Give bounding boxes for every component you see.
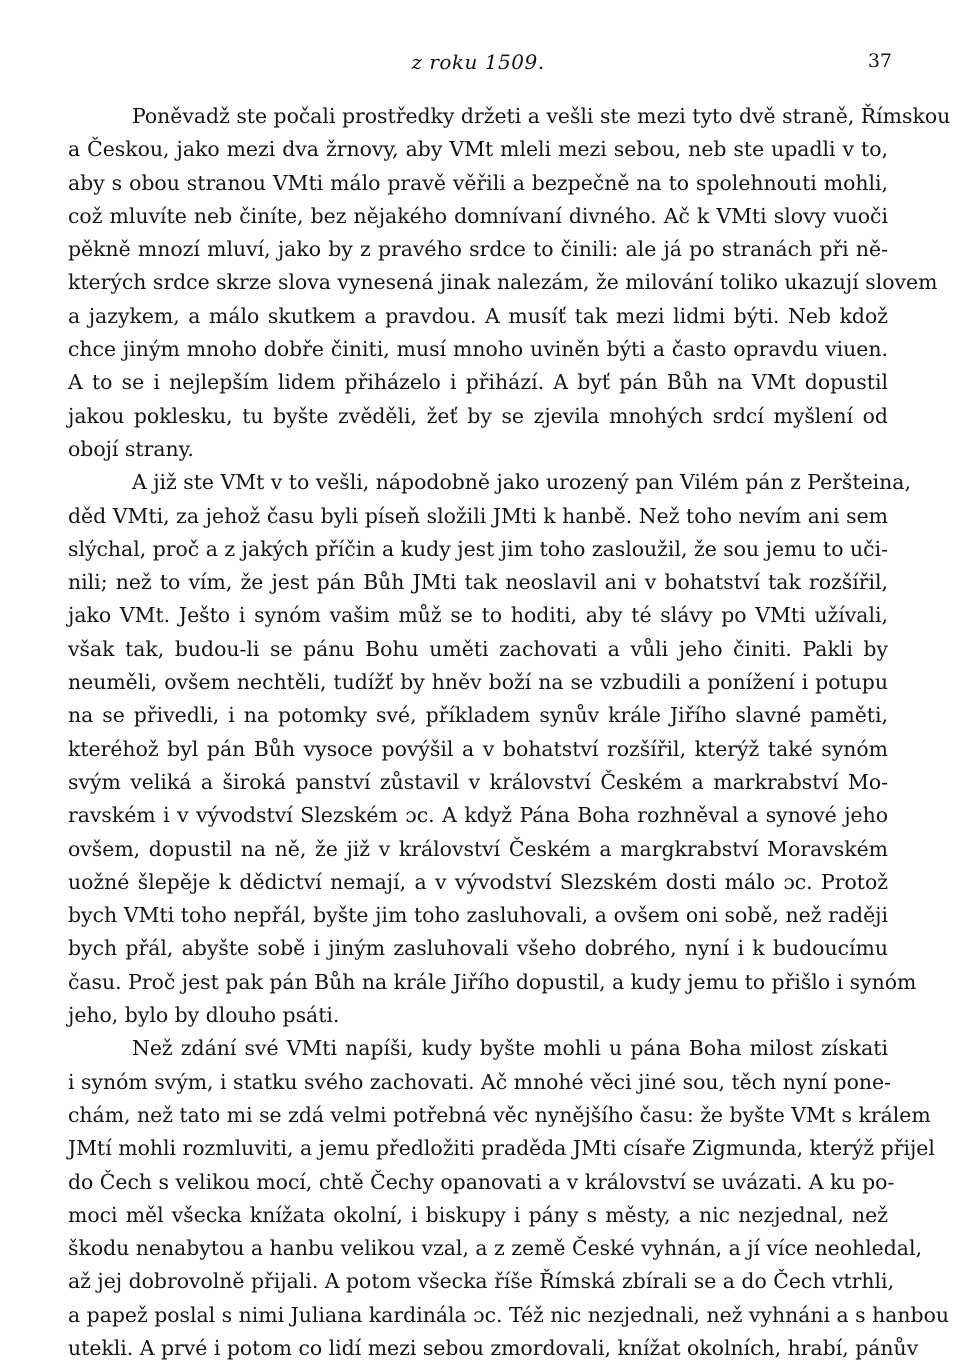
text-line: moci měl všecka knížata okolní, i biskupy i pány s městy, a nic nezjednal, než — [68, 1202, 888, 1227]
text-line: děd VMti, za jehož času byli píseň složili JMti k hanbě. Než toho nevím ani sem — [68, 503, 888, 528]
text-line: A již ste VMt v to vešli, nápodobně jako urozený pan Vilém pán z Peršteina, — [132, 470, 911, 495]
text-line: až jej dobrovolně přijali. A potom všecka říše Římská zbírali se a do Čech vtrhli, — [68, 1269, 895, 1294]
text-line: svým veliká a široká panství zůstavil v království Českém a markrabství Mo- — [68, 769, 888, 794]
text-line: a papež poslal s nimi Juliana kardinála ɔc. Též nic nezjednali, než vyhnáni a s hanbou — [68, 1302, 949, 1327]
paragraph — [68, 100, 951, 466]
text-line: času. Proč jest pak pán Bůh na krále Jiřího dopustil, a kudy jemu to přišlo i synóm — [68, 969, 917, 994]
text-line: Než zdání své VMti napíši, kudy byšte mohli u pána Boha milost získati — [132, 1036, 888, 1061]
paragraph — [68, 466, 917, 1032]
text-line: Poněvadž ste počali prostředky držeti a vešli ste mezi tyto dvě straně, Římskou — [132, 104, 951, 128]
text-line: jeho, bylo by dlouho psáti. — [68, 1003, 340, 1028]
text-line: bych VMti toho nepřál, byšte jim toho zasluhovali, a ovšem oni sobě, než raději — [68, 903, 888, 928]
text-line: kteréhož byl pán Bůh vysoce povýšil a v bohatství rozšířil, kterýž také synóm — [68, 736, 888, 761]
text-line: chám, než tato mi se zdá velmi potřebná věc nynějšího času: že byšte VMt s králem — [68, 1102, 931, 1127]
text-line: jako VMt. Ješto i synóm vašim můž se to hoditi, aby té slávy po VMti užívali, — [68, 603, 888, 628]
running-title: z roku 1509. — [411, 50, 545, 74]
text-line: však tak, budou-li se pánu Bohu uměti zachovati a vůli jeho činiti. Pakli by — [68, 636, 888, 661]
text-line: nili; než to vím, že jest pán Bůh JMti tak neoslavil ani v bohatství tak rozšířil, — [68, 570, 888, 595]
text-line: bych přál, abyšte sobě i jiným zasluhovali všeho dobrého, nyní i k budoucímu — [68, 936, 888, 961]
text-line: což mluvíte neb činíte, bez nějakého domnívaní divného. Ač k VMti slovy vuoči — [68, 203, 888, 228]
text-line: JMtí mohli rozmluviti, a jemu předložiti praděda JMti císaře Zigmunda, kterýž přijel — [68, 1136, 935, 1161]
page-number: 37 — [867, 50, 892, 72]
text-line: do Čech s velikou mocí, chtě Čechy opanovati a v království se uvázati. A ku po- — [68, 1169, 895, 1194]
text-line: kterých srdce skrze slova vynesená jinak nalezám, že milování toliko ukazují slovem — [68, 270, 938, 295]
text-line: slýchal, proč a z jakých příčin a kudy jest jim toho zasloužil, že sou jemu to uči- — [68, 536, 888, 561]
text-line: neuměli, ovšem nechtěli, tudížť by hněv boží na se vzbudili a ponížení i potupu — [68, 670, 888, 695]
text-line: aby s obou stranou VMti málo pravě věřili a bezpečně na to spolehnouti mohli, — [68, 170, 888, 195]
text-line: uožné šlepěje k dědictví nemají, a v vývodství Slezském dosti málo ɔc. Protož — [68, 869, 888, 894]
text-line: ovšem, dopustil na ně, že již v království Českém a margkrabství Moravském — [68, 836, 888, 861]
text-line: na se přivedli, i na potomky své, příkladem synův krále Jiřího slavné paměti, — [68, 703, 888, 728]
text-line: pěkně mnozí mluví, jako by z pravého srdce to činili: ale já po stranách při ně- — [68, 237, 888, 262]
text-line: a jazykem, a málo skutkem a pravdou. A musíť tak mezi lidmi býti. Neb kdož — [68, 303, 888, 328]
text-line: A to se i nejlepším lidem přiházelo i přihází. A byť pán Bůh na VMt dopustil — [68, 370, 888, 395]
text-line: i synóm svým, i statku svého zachovati. Ač mnohé věci jiné sou, těch nyní pone- — [68, 1069, 891, 1094]
text-line: utekli. A prvé i potom co lidí mezi sebou zmordovali, knížat okolních, hrabí, pánův — [68, 1335, 919, 1360]
body-text — [68, 100, 951, 1365]
text-line: a Českou, jako mezi dva žrnovy, aby VMt mleli mezi sebou, neb ste upadli v to, — [68, 137, 888, 162]
text-line: ravském i v vývodství Slezském ɔc. A když Pána Boha rozhněval a synové jeho — [68, 803, 888, 828]
page-header — [68, 50, 892, 90]
text-line: jakou poklesku, tu byšte zvěděli, žeť by se zjevila mnohých srdcí myšlení od — [68, 403, 888, 428]
paragraph — [68, 1032, 949, 1365]
text-line: chce jiným mnoho dobře činiti, musí mnoho uviněn býti a často opravdu viuen. — [68, 337, 888, 362]
text-line: obojí strany. — [68, 436, 194, 461]
text-line: škodu nenabytou a hanbu velikou vzal, a z země České vyhnán, a jí více neohledal, — [68, 1236, 922, 1261]
